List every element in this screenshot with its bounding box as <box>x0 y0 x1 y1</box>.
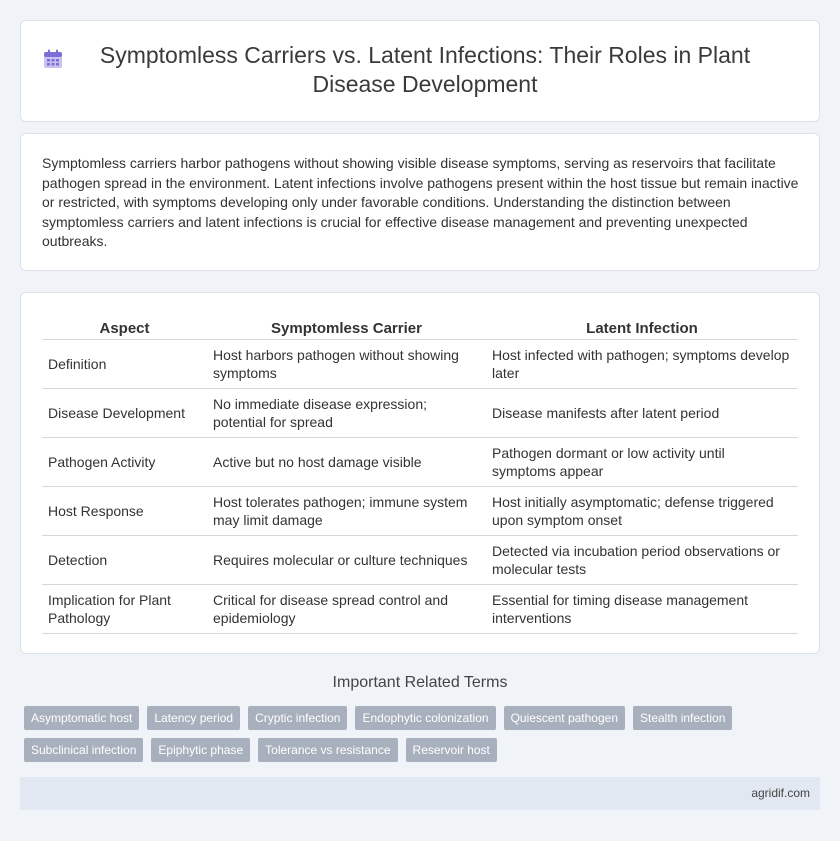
tag-cryptic-infection[interactable]: Cryptic infection <box>248 706 347 730</box>
table-row <box>42 584 798 633</box>
latent-cell: Host infected with pathogen; symptoms develop later <box>486 339 798 388</box>
tag-row <box>24 706 804 730</box>
related-terms-list <box>24 706 804 770</box>
carrier-cell: Requires molecular or culture techniques <box>207 535 486 584</box>
aspect-cell: Detection <box>42 535 207 584</box>
table-row <box>42 535 798 584</box>
latent-cell: Detected via incubation period observations or molecular tests <box>486 535 798 584</box>
table-row <box>42 437 798 486</box>
related-terms-title: Important Related Terms <box>332 674 508 691</box>
aspect-cell: Host Response <box>42 486 207 535</box>
intro-text: Symptomless carriers harbor pathogens without showing visible disease symptoms, serving as reservoirs that facilitate pathogen spread in the environment. Latent infections involve pathogens present within the host tissue but remain inactive or restricted, with symptoms developing only under favorable conditions. Understanding the distinction between symptomless carriers and latent infections is crucial for effective disease management and preventing unexpected outbreaks. <box>42 155 799 250</box>
header-latent-infection: Latent Infection <box>486 315 798 339</box>
tag-subclinical-infection[interactable]: Subclinical infection <box>24 738 143 762</box>
header-aspect: Aspect <box>42 315 207 339</box>
carrier-cell: Host harbors pathogen without showing symptoms <box>207 339 486 388</box>
latent-cell: Host initially asymptomatic; defense triggered upon symptom onset <box>486 486 798 535</box>
aspect-cell: Definition <box>42 339 207 388</box>
latent-cell: Essential for timing disease management interventions <box>486 584 798 633</box>
table-row <box>42 388 798 437</box>
tag-asymptomatic-host[interactable]: Asymptomatic host <box>24 706 139 730</box>
intro-card <box>20 133 820 271</box>
table-row <box>42 339 798 388</box>
tag-epiphytic-phase[interactable]: Epiphytic phase <box>151 738 250 762</box>
comparison-table <box>42 315 798 634</box>
table-row <box>42 486 798 535</box>
tag-stealth-infection[interactable]: Stealth infection <box>633 706 732 730</box>
aspect-cell: Implication for Plant Pathology <box>42 584 207 633</box>
comparison-card <box>20 292 820 654</box>
carrier-cell: No immediate disease expression; potential for spread <box>207 388 486 437</box>
latent-cell: Pathogen dormant or low activity until symptoms appear <box>486 437 798 486</box>
carrier-cell: Host tolerates pathogen; immune system may limit damage <box>207 486 486 535</box>
tag-endophytic-colonization[interactable]: Endophytic colonization <box>355 706 495 730</box>
page-title: Symptomless Carriers vs. Latent Infections: Their Roles in Plant Disease Development <box>99 42 751 97</box>
title-card <box>20 20 820 122</box>
carrier-cell: Active but no host damage visible <box>207 437 486 486</box>
calendar-icon <box>43 49 63 69</box>
tag-quiescent-pathogen[interactable]: Quiescent pathogen <box>504 706 625 730</box>
footer-domain-link[interactable]: agridif.com <box>751 786 810 800</box>
footer <box>20 777 820 810</box>
tag-row <box>24 738 804 762</box>
latent-cell: Disease manifests after latent period <box>486 388 798 437</box>
tag-latency-period[interactable]: Latency period <box>147 706 240 730</box>
header-symptomless-carrier: Symptomless Carrier <box>207 315 486 339</box>
tag-tolerance-vs-resistance[interactable]: Tolerance vs resistance <box>258 738 397 762</box>
tag-reservoir-host[interactable]: Reservoir host <box>406 738 497 762</box>
aspect-cell: Disease Development <box>42 388 207 437</box>
carrier-cell: Critical for disease spread control and epidemiology <box>207 584 486 633</box>
table-header-row <box>42 315 798 339</box>
aspect-cell: Pathogen Activity <box>42 437 207 486</box>
